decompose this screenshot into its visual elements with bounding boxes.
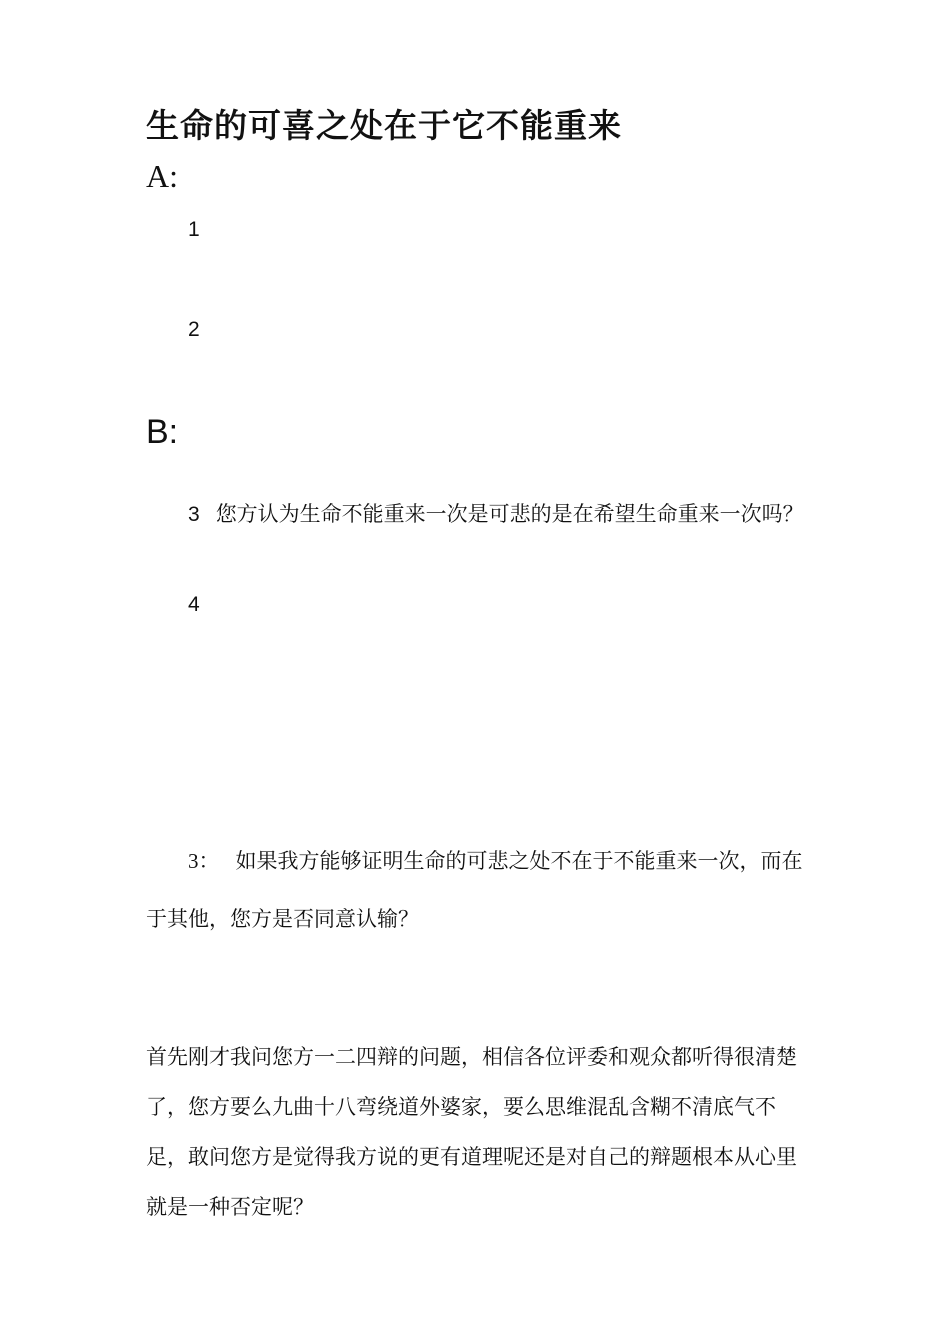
question-3 — [146, 488, 810, 541]
section-b-label: B: — [146, 413, 179, 451]
document-title: 生命的可喜之处在于它不能重来 — [146, 106, 622, 145]
question-3b — [146, 832, 810, 948]
closing-paragraph: 首先刚才我问您方一二四辩的问题，相信各位评委和观众都听得很清楚了，您方要么九曲十八弯绕道外婆家，要么思维混乱含糊不清底气不足，敢问您方是觉得我方说的更有道理呢还是对自己的辩题根本从心里就是一种否定呢？ — [146, 1045, 797, 1219]
item-number-1: 1 — [188, 218, 200, 241]
item-number-2: 2 — [188, 318, 200, 341]
question-3b-text: 如果我方能够证明生命的可悲之处不在于不能重来一次，而在于其他，您方是否同意认输？ — [146, 849, 803, 931]
section-a-label: A: — [146, 158, 178, 194]
question-3b-number: 3： — [188, 849, 220, 873]
question-3-number: 3 — [188, 503, 200, 526]
item-number-4: 4 — [188, 593, 200, 616]
question-3-text: 您方认为生命不能重来一次是可悲的是在希望生命重来一次吗？ — [215, 502, 804, 526]
